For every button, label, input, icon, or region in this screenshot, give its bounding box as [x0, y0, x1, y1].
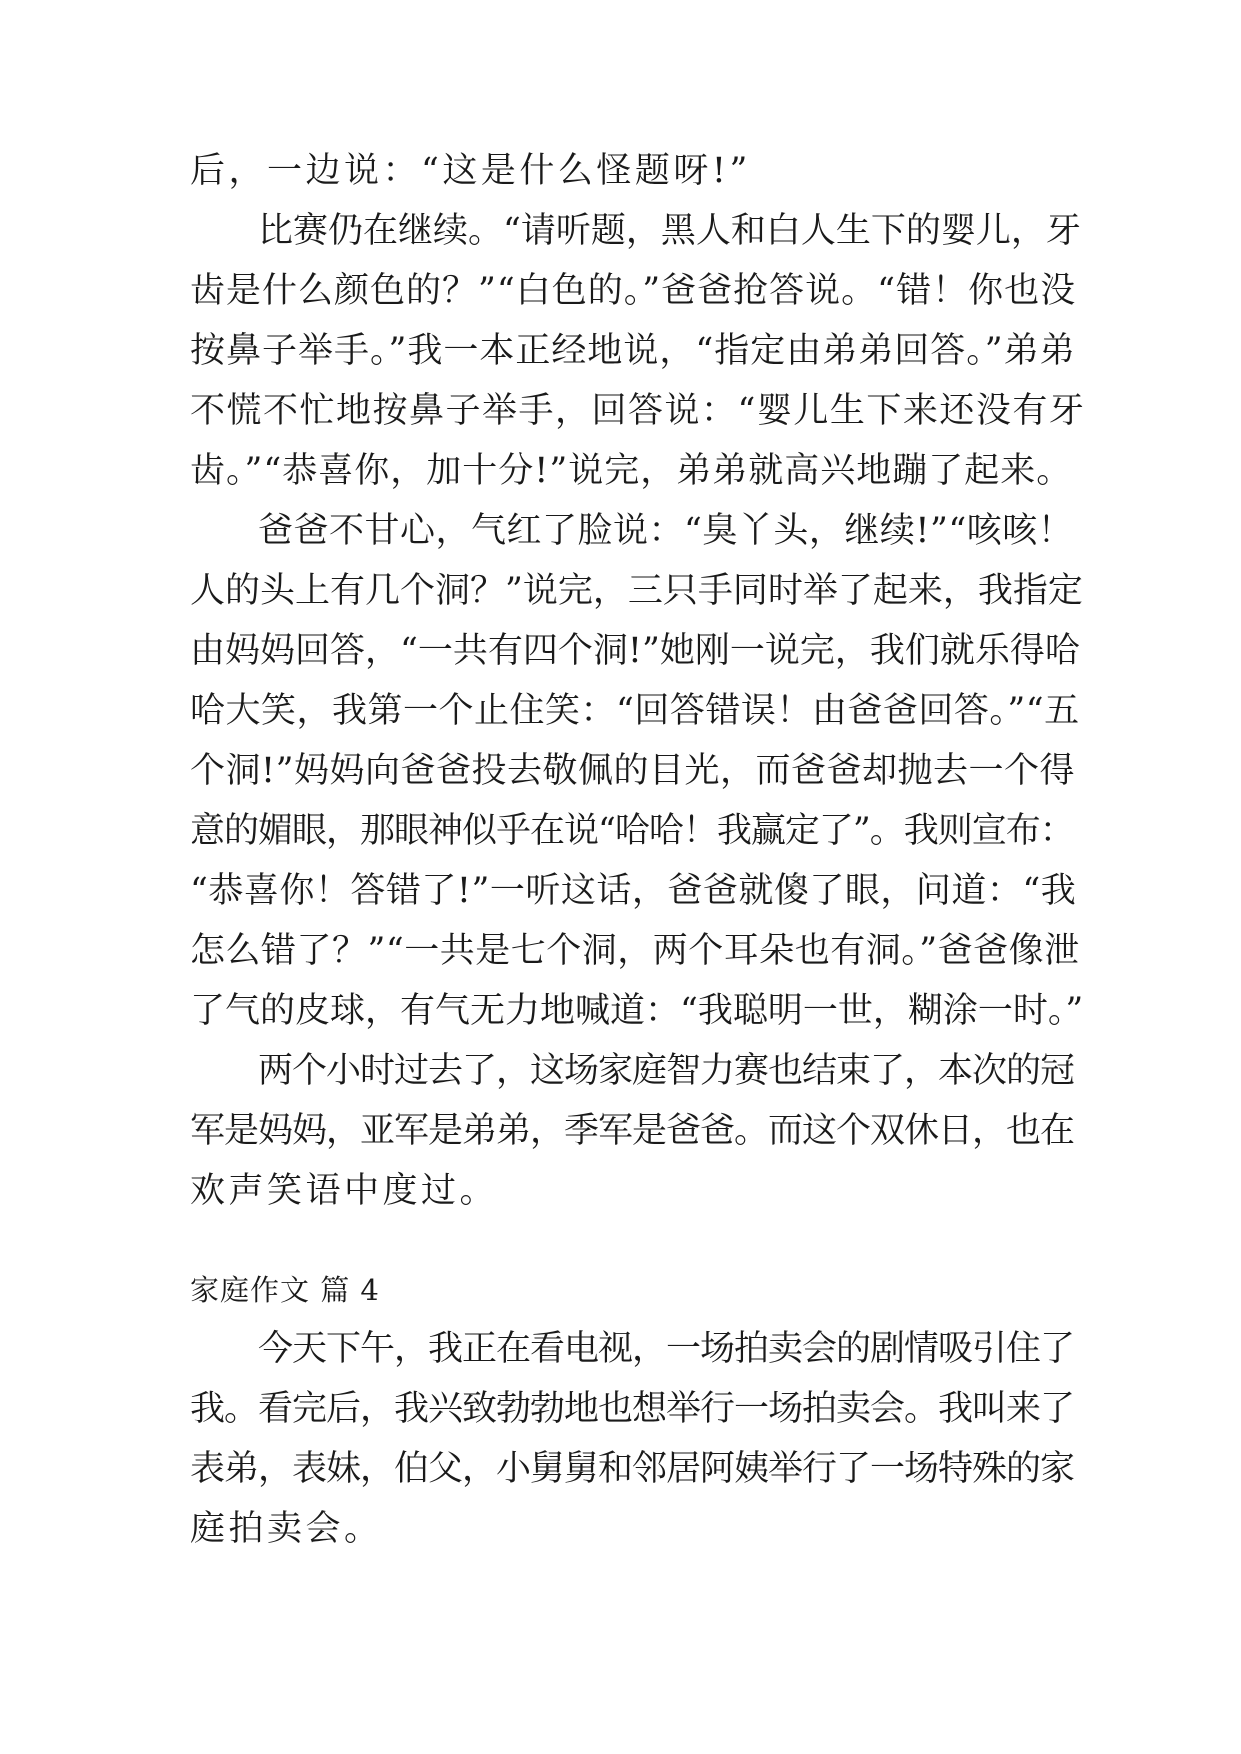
text-line: 哈大笑，我第一个止住笑：“回答错误！由爸爸回答。”“五 — [190, 691, 1080, 731]
text-line: 齿。”“恭喜你，加十分!”说完，弟弟就高兴地蹦了起来。 — [190, 451, 1073, 491]
text-line: 按鼻子举手。”我一本正经地说，“指定由弟弟回答。”弟弟 — [190, 331, 1076, 371]
text-line: 意的媚眼，那眼神似乎在说“哈哈！我赢定了”。我则宣布： — [190, 811, 1074, 851]
text-line: 由妈妈回答，“一共有四个洞!”她刚一说完，我们就乐得哈 — [190, 631, 1080, 671]
text-line: 不慌不忙地按鼻子举手，回答说：“婴儿生下来还没有牙 — [190, 391, 1086, 431]
text-line: 人的头上有几个洞？”说完，三只手同时举了起来，我指定 — [190, 571, 1083, 611]
text-line: 了气的皮球，有气无力地喊道：“我聪明一世，糊涂一时。” — [190, 991, 1084, 1031]
paragraph-first-line: 爸爸不甘心，气红了脸说：“臭丫头，继续!”“咳咳！ — [258, 511, 1074, 551]
text-line: 个洞!”妈妈向爸爸投去敬佩的目光，而爸爸却抛去一个得 — [190, 751, 1075, 791]
text-line: 我。看完后，我兴致勃勃地也想举行一场拍卖会。我叫来了 — [190, 1389, 1075, 1429]
text-line: 庭拍卖会。 — [190, 1509, 383, 1549]
text-line: 怎么错了？”“一共是七个洞，两个耳朵也有洞。”爸爸像泄 — [190, 931, 1080, 971]
paragraph-first-line: 今天下午，我正在看电视，一场拍卖会的剧情吸引住了 — [258, 1329, 1075, 1369]
text-line: “恭喜你！答错了!”一听这话，爸爸就傻了眼，问道：“我 — [190, 871, 1077, 911]
paragraph-first-line: 比赛仍在继续。“请听题，黑人和白人生下的婴儿，牙 — [258, 211, 1081, 251]
text-line: 军是妈妈，亚军是弟弟，季军是爸爸。而这个双休日，也在 — [190, 1111, 1075, 1151]
text-line: 表弟，表妹，伯父，小舅舅和邻居阿姨举行了一场特殊的家 — [190, 1449, 1075, 1489]
text-line: 欢声笑语中度过。 — [190, 1171, 499, 1211]
section-heading: 家庭作文 篇 4 — [190, 1273, 380, 1307]
paragraph-first-line: 两个小时过去了，这场家庭智力赛也结束了，本次的冠 — [258, 1051, 1075, 1091]
text-line: 后，一边说：“这是什么怪题呀!” — [190, 151, 751, 191]
text-line: 齿是什么颜色的？”“白色的。”爸爸抢答说。“错！你也没 — [190, 271, 1077, 311]
